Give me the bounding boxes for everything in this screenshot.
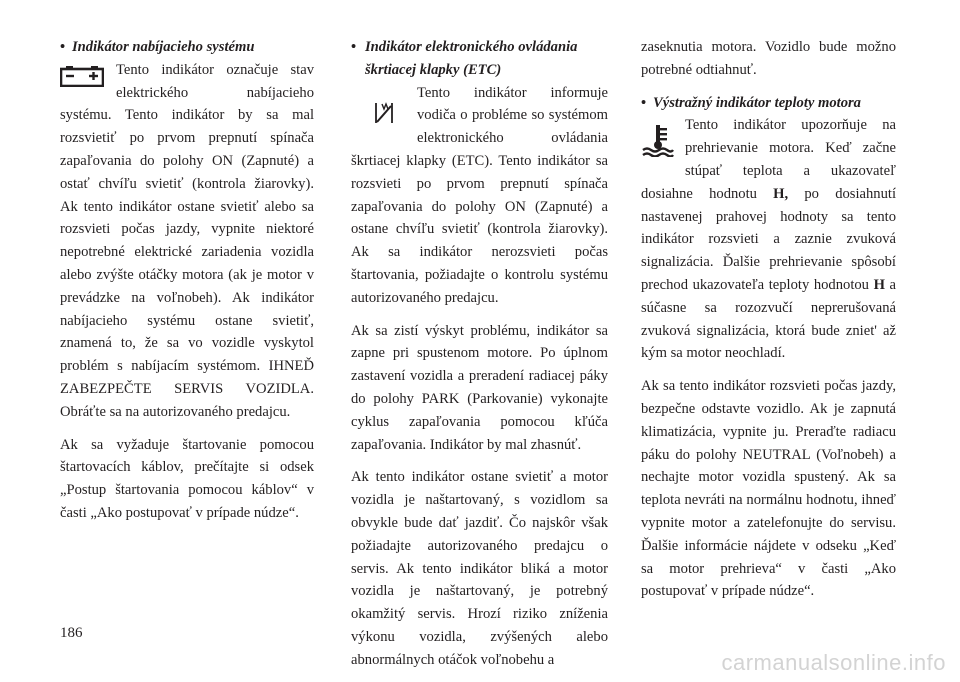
jump-start-text: Ak sa vyžaduje štartovanie pomocou štartovacích káblov, prečítajte si odsek „Postup štartovania pomocou káblov“ v časti „Ako postupovať v prípade núdze“. [60,436,314,521]
column-middle [351,36,608,682]
bullet: • [351,39,357,55]
etc-text-2: Ak sa zistí výskyt problému, indikátor sa zapne pri spustenom motore. Po úplnom zastavení vozidla a preradení radiacej páky do polohy PARK (Parkovanie) vykonajte cyklus zapaľovania pomocou kľúča zapaľovania. Indikátor by mal zhasnúť. [351,322,608,453]
column-left [60,36,314,535]
charging-text: Tento indikátor označuje stav elektrického nabíjacieho systému. Tento indikátor by sa mal rozsvietiť po prvom prepnutí spínača zapaľovania do polohy ON (Zapnuté) a ostať chvíľu svietiť (kontrola žiarovky). Ak tento indikátor ostane svietiť alebo sa rozsvieti počas jazdy, vypnite niektoré nepotrebné elektrické zariadenia vozidla alebo zvýšte otáčky motora (ak je motor v prevádzke na voľnobeh). Ak indikátor nabíjacieho systému ostane svietiť, znamená to, že sa vo vozidle vyskytol problém s nabíjacím systémom. IHNEĎ ZABEZPEČTE SERVIS VOZIDLA. Obráťte sa na autorizovaného predajcu. [60,61,314,420]
throttle-control-icon [351,90,417,136]
bullet: • [60,39,66,55]
temperature-text-1: Tento indikátor upozorňuje na prehrievanie motora. Keď začne stúpať teplota a ukazovateľ dosiahne hodnotu H, po dosiahnutí nastavenej prahovej hodnoty sa tento indikátor rozsvieti a zaznie zvuková signalizácia. Ďalšie prehrievanie spôsobí prechod ukazovateľa teploty hodnotou H a súčasne sa rozozvučí neprerušovaná zvuková signalizácia, ktorá bude zniet' až kým sa motor neochladí. [641,117,896,362]
bullet: • [641,94,647,111]
section-heading-charging: • Indikátor nabíjacieho systému [60,36,314,59]
section-heading-temperature: • Výstražný indikátor teploty motora [641,92,896,115]
column-right [641,36,896,613]
watermark: carmanualsonline.info [721,650,946,675]
etc-text-1: Tento indikátor informuje vodiča o probléme so systémom elektronického ovládania škrtiacej klapky (ETC). Tento indikátor sa rozsvieti po prvom prepnutí spínača zapaľovania do polohy ON (Zapnuté) a ostane chvíľu svietiť (kontrola žiarovky). Ak sa indikátor nerozsvieti počas štartovania, požiadajte o kontrolu systému autorizovaného predajcu. [351,84,608,306]
battery-icon [60,65,104,87]
temperature-text-2: Ak sa tento indikátor rozsvieti počas jazdy, bezpečne odstavte vozidlo. Ak je zapnutá klimatizácia, vypnite ju. Preraďte radiacu páku do polohy NEUTRAL (Voľnobeh) a nechajte motor vozidla spustený. Ak sa teplota nevráti na normálnu hodnotu, ihneď vypnite motor a zatelefonujte do servisu. Ďalšie informácie nájdete v odseku „Keď sa motor prehrieva“ v časti „Ako postupovať v prípade núdze“. [641,378,896,600]
engine-temperature-icon [641,118,685,162]
section-heading-etc: • Indikátor elektronického ovládania škrtiacej klapky (ETC) [351,36,608,82]
page-number: 186 [60,625,83,641]
etc-text-3: Ak tento indikátor ostane svietiť a motor vozidla je naštartovaný, s vozidlom sa obvykle bude dať jazdiť. Čo najskôr však požiadajte autorizovaného predajcu o servis. Ak tento indikátor bliká a motor vozidla je naštartovaný, je potrebný okamžitý servis. Hrozí riziko zníženia výkonu vozidla, zvýšených alebo abnormálnych otáčok voľnobehu a [351,469,608,668]
etc-text-continued: zaseknutia motora. Vozidlo bude možno potrebné odtiahnuť. [641,39,896,78]
